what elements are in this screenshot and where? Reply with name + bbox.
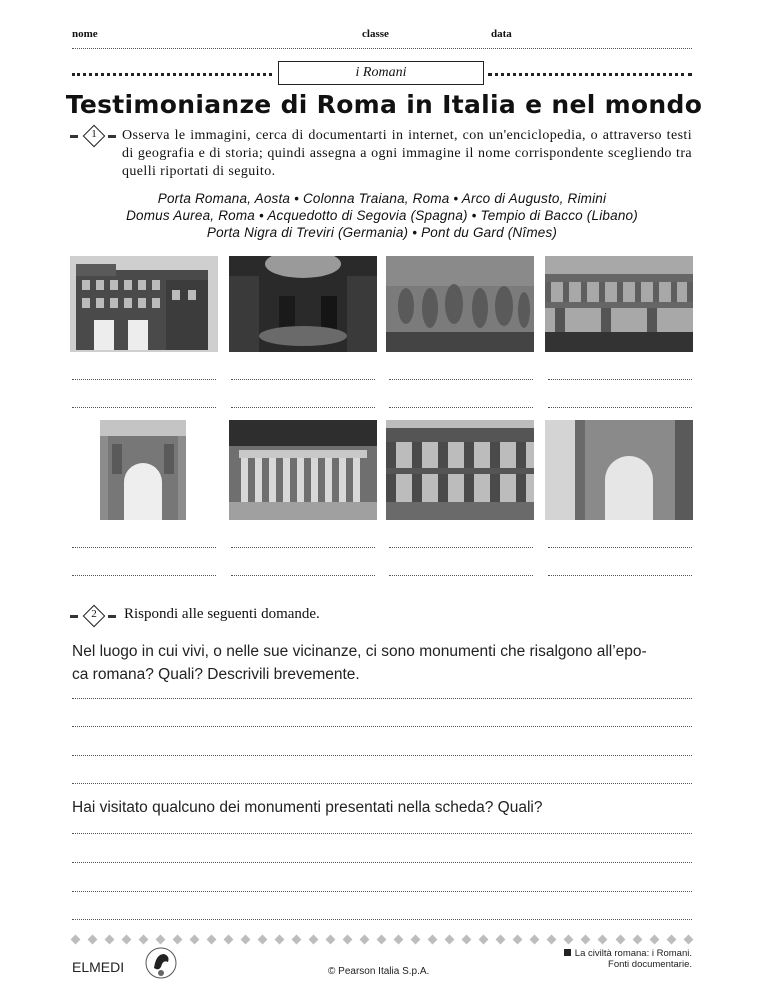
answer-line[interactable] bbox=[72, 783, 692, 784]
copyright: © Pearson Italia S.p.A. bbox=[328, 966, 430, 977]
header-rule bbox=[72, 48, 692, 49]
footer-note-line-1: La civiltà romana: i Romani. bbox=[574, 948, 692, 959]
exercise-2-instruction: Rispondi alle seguenti domande. bbox=[124, 606, 320, 622]
photo-domus-aurea bbox=[229, 256, 377, 352]
footer-note bbox=[550, 948, 692, 970]
section-label: i Romani bbox=[278, 61, 484, 85]
answer-line[interactable] bbox=[548, 407, 692, 408]
photo-porta-nigra bbox=[70, 256, 218, 352]
exercise-1-number: 1 bbox=[91, 128, 97, 140]
photo-porta-romana-aosta bbox=[545, 420, 693, 520]
answer-line[interactable] bbox=[72, 379, 216, 380]
answer-line[interactable] bbox=[548, 379, 692, 380]
answer-line[interactable] bbox=[72, 862, 692, 863]
photo-acquedotto-di-segovia bbox=[386, 420, 534, 520]
answer-line[interactable] bbox=[72, 575, 216, 576]
question-1-line-2: ca romana? Quali? Descrivili brevemente. bbox=[72, 666, 360, 683]
answer-line[interactable] bbox=[548, 547, 692, 548]
answer-line[interactable] bbox=[231, 407, 375, 408]
answer-line[interactable] bbox=[231, 547, 375, 548]
answer-line[interactable] bbox=[389, 407, 533, 408]
answer-line[interactable] bbox=[389, 575, 533, 576]
answer-line[interactable] bbox=[72, 833, 692, 834]
question-2: Hai visitato qualcuno dei monumenti presentati nella scheda? Quali? bbox=[72, 799, 543, 816]
answer-line[interactable] bbox=[389, 379, 533, 380]
page-title: Testimonianze di Roma in Italia e nel mondo bbox=[65, 90, 703, 119]
photo-pont-du-gard bbox=[545, 256, 693, 352]
answer-line[interactable] bbox=[72, 891, 692, 892]
data-label: data bbox=[491, 28, 512, 40]
exercise-1-instruction: Osserva le immagini, cerca di documentarti in internet, con un'enciclopedia, o attraverso testi di geografia e di storia; quindi assegna a ogni immagine il nome corrispondente scegliendo tra quelli riportati di seguito. bbox=[122, 128, 692, 179]
answer-line[interactable] bbox=[72, 407, 216, 408]
question-1-line-1: Nel luogo in cui vivi, o nelle sue vicinanze, ci sono monumenti che risalgono all’epo- bbox=[72, 643, 647, 660]
answer-line[interactable] bbox=[72, 698, 692, 699]
footer-diamond-divider bbox=[72, 934, 692, 946]
exercise-2-number: 2 bbox=[91, 608, 97, 620]
photo-tempio-di-bacco bbox=[229, 420, 377, 520]
answer-line[interactable] bbox=[72, 919, 692, 920]
answer-line[interactable] bbox=[231, 379, 375, 380]
answer-line[interactable] bbox=[72, 755, 692, 756]
answer-line[interactable] bbox=[548, 575, 692, 576]
publisher-emblem-icon bbox=[144, 946, 178, 980]
classe-label: classe bbox=[362, 28, 389, 40]
exercise-1-marker bbox=[70, 126, 122, 146]
section-dots-right bbox=[488, 73, 692, 76]
nome-label: nome bbox=[72, 28, 98, 40]
footer-note-line-2: Fonti documentarie. bbox=[608, 959, 692, 970]
photo-arco-di-augusto bbox=[100, 420, 186, 520]
publisher-logo-text: ELMEDI bbox=[72, 959, 125, 975]
section-dots-left bbox=[72, 73, 272, 76]
photo-colonna-traiana bbox=[386, 256, 534, 352]
answer-line[interactable] bbox=[72, 547, 216, 548]
publisher-logo bbox=[72, 952, 134, 976]
options-line-2: Domus Aurea, Roma • Acquedotto di Segovia (Spagna) • Tempio di Bacco (Libano) bbox=[126, 208, 638, 223]
answer-line[interactable] bbox=[389, 547, 533, 548]
answer-line[interactable] bbox=[231, 575, 375, 576]
options-line-1: Porta Romana, Aosta • Colonna Traiana, Roma • Arco di Augusto, Rimini bbox=[157, 191, 607, 206]
options-line-3: Porta Nigra di Treviri (Germania) • Pont du Gard (Nîmes) bbox=[206, 225, 558, 240]
footer-square-icon bbox=[564, 949, 571, 956]
answer-line[interactable] bbox=[72, 726, 692, 727]
exercise-2-marker bbox=[70, 606, 122, 626]
